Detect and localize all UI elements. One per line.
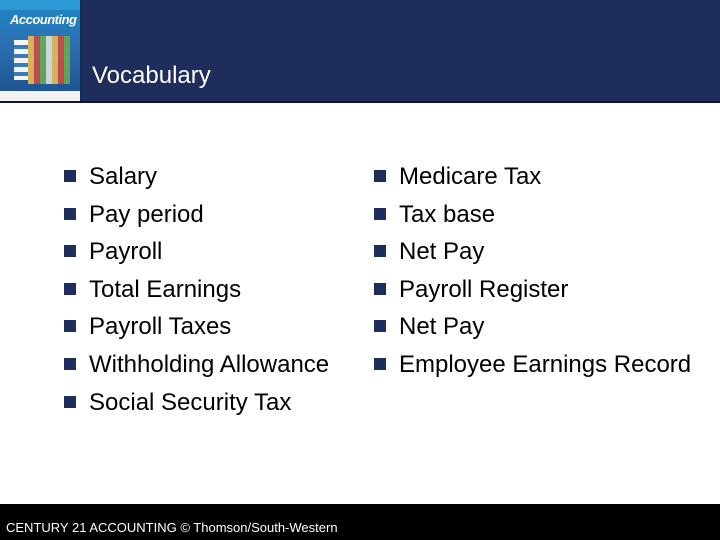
list-item — [64, 271, 329, 309]
square-bullet-icon — [64, 170, 76, 182]
square-bullet-icon — [64, 245, 76, 257]
term-text: Medicare Tax — [399, 163, 542, 190]
left-term-list — [64, 158, 329, 421]
term-text: Net Pay — [399, 313, 485, 341]
square-bullet-icon — [64, 396, 76, 408]
square-bullet-icon — [374, 208, 386, 220]
term-text: Net Pay — [399, 238, 485, 266]
term-text: Payroll — [89, 238, 163, 266]
cover-title: Accounting — [10, 12, 77, 27]
square-bullet-icon — [374, 170, 386, 182]
book-cover-image — [0, 0, 81, 101]
term-text: Total Earnings — [89, 275, 242, 303]
cover-bottom-strip — [0, 91, 80, 101]
square-bullet-icon — [374, 245, 386, 257]
header-divider — [0, 101, 720, 103]
cover-art — [28, 36, 70, 84]
term-text: Social Security Tax — [89, 388, 292, 416]
square-bullet-icon — [64, 320, 76, 332]
term-text: Payroll Register — [399, 275, 569, 303]
cover-art-panel — [14, 40, 28, 80]
list-item — [374, 346, 694, 384]
list-item — [64, 384, 329, 422]
list-item — [64, 346, 329, 384]
list-item — [374, 233, 694, 271]
cover-top-strip — [0, 0, 80, 10]
list-item — [64, 158, 329, 196]
slide-header — [0, 0, 720, 103]
square-bullet-icon — [374, 358, 386, 370]
slide-title: Vocabulary — [92, 62, 211, 89]
square-bullet-icon — [374, 320, 386, 332]
footer-copyright: CENTURY 21 ACCOUNTING © Thomson/South-Western — [6, 520, 338, 535]
term-text: Pay period — [89, 200, 204, 228]
list-item — [374, 271, 694, 309]
square-bullet-icon — [64, 358, 76, 370]
square-bullet-icon — [64, 208, 76, 220]
list-item — [64, 233, 329, 271]
right-term-list — [374, 158, 694, 384]
term-text: Payroll Taxes — [89, 313, 232, 341]
square-bullet-icon — [374, 283, 386, 295]
slide-footer — [0, 504, 720, 540]
term-text: Employee Earnings Record — [399, 350, 692, 378]
list-item — [64, 196, 329, 234]
list-item — [64, 308, 329, 346]
list-item — [374, 308, 694, 346]
list-item — [374, 158, 694, 196]
square-bullet-icon — [64, 283, 76, 295]
term-text: Withholding Allowance — [89, 350, 330, 378]
term-text: Salary — [89, 163, 158, 190]
term-text: Tax base — [399, 200, 496, 228]
list-item — [374, 196, 694, 234]
